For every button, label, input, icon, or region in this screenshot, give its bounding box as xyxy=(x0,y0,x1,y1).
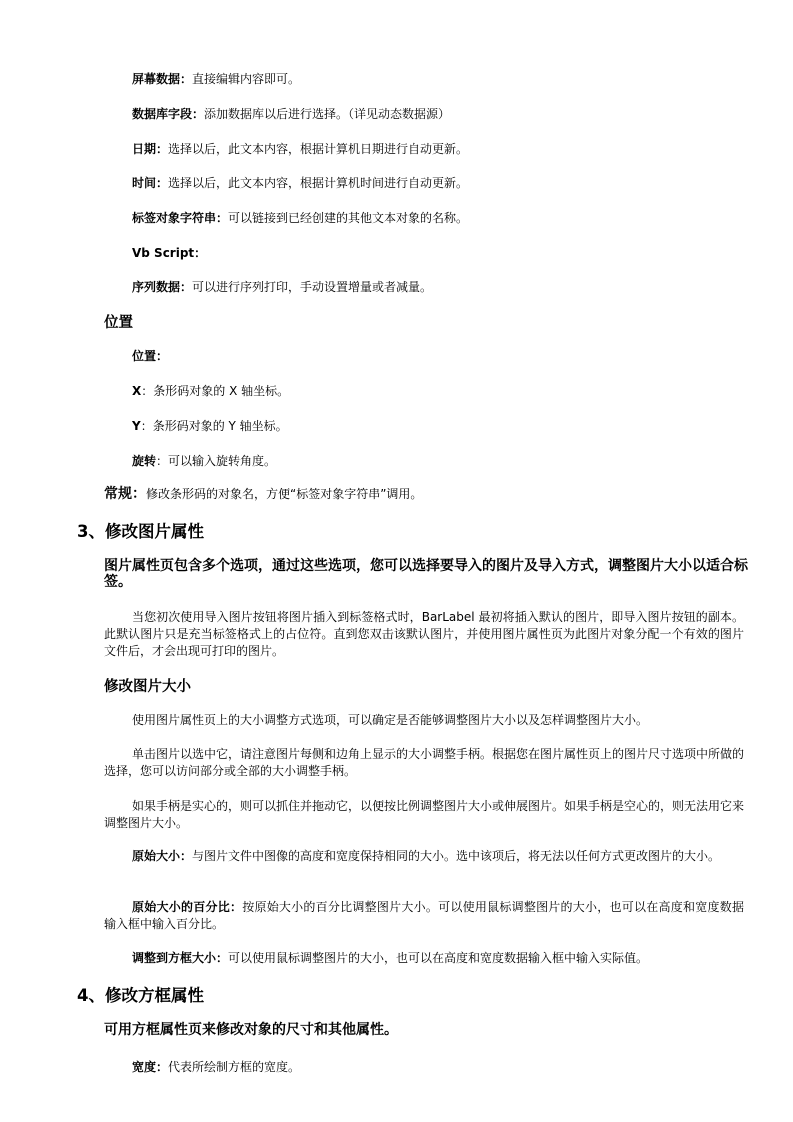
field-date xyxy=(132,141,468,157)
option-original-size xyxy=(104,848,744,865)
position-label xyxy=(132,348,168,364)
option-label: 原始大小的百分比： xyxy=(132,900,243,914)
option-percent-original xyxy=(104,899,744,933)
option-text: 与图片文件中图像的高度和宽度保持相同的大小。选中该项后，将无法以任何方式更改图片的大小。 xyxy=(192,849,721,863)
width-label: 宽度： xyxy=(132,1060,169,1074)
option-text: 可以使用鼠标调整图片的大小，也可以在高度和宽度数据输入框中输入实际值。 xyxy=(228,951,649,965)
field-text: 选择以后，此文本内容，根据计算机时间进行自动更新。 xyxy=(168,176,469,190)
resize-paragraph-1: 使用图片属性页上的大小调整方式选项，可以确定是否能够调整图片大小以及怎样调整图片大小。 xyxy=(132,713,649,727)
field-text: 直接编辑内容即可。 xyxy=(192,72,301,86)
section-3-lead: 图片属性页包含多个选项，通过这些选项，您可以选择要导入的图片及导入方式，调整图片大小以适合标签。 xyxy=(104,558,748,590)
general-text: 修改条形码的对象名，方便“标签对象字符串”调用。 xyxy=(146,487,423,501)
field-label: 数据库字段： xyxy=(132,107,205,121)
position-rotation xyxy=(132,453,276,469)
box-width xyxy=(132,1059,300,1075)
item-text: ：条形码对象的 Y 轴坐标。 xyxy=(140,419,288,433)
option-label: 调整到方框大小： xyxy=(132,951,229,965)
general-line xyxy=(104,486,422,502)
section-4-title: 4、修改方框属性 xyxy=(77,986,204,1005)
field-text: 选择以后，此文本内容，根据计算机日期进行自动更新。 xyxy=(168,142,469,156)
field-time xyxy=(132,175,468,191)
general-label: 常规： xyxy=(104,486,146,502)
position-y xyxy=(132,418,288,434)
resize-heading: 修改图片大小 xyxy=(104,679,191,695)
field-label: 时间： xyxy=(132,176,169,190)
resize-paragraph-3: 如果手柄是实心的，则可以抓住并拖动它，以便按比例调整图片大小或伸展图片。如果手柄是空心的，则无法用它来调整图片大小。 xyxy=(104,799,745,830)
field-label: 标签对象字符串： xyxy=(132,211,229,225)
item-label: 旋转 xyxy=(132,454,157,468)
field-database xyxy=(132,106,450,122)
field-text: 可以链接到已经创建的其他文本对象的名称。 xyxy=(228,211,469,225)
field-label: 序列数据： xyxy=(132,280,193,294)
item-label: Y xyxy=(132,419,141,433)
option-label: 原始大小： xyxy=(132,849,193,863)
field-screen-data xyxy=(132,71,300,87)
field-vbscript xyxy=(132,245,206,261)
section-3-title: 3、修改图片属性 xyxy=(77,522,204,541)
position-heading: 位置 xyxy=(104,315,133,331)
field-label: 屏幕数据： xyxy=(132,72,193,86)
position-x xyxy=(132,383,289,399)
option-text: 按原始大小的百分比调整图片大小。可以使用鼠标调整图片的大小，也可以在高度和宽度数据输入框中输入百分比。 xyxy=(104,900,744,931)
field-text: 可以进行序列打印，手动设置增量或者减量。 xyxy=(192,280,433,294)
option-fit-to-box xyxy=(104,950,744,967)
item-text: ：可以输入旋转角度。 xyxy=(156,454,277,468)
field-label-object-string xyxy=(132,210,468,226)
resize-paragraph-2: 单击图片以选中它，请注意图片每侧和边角上显示的大小调整手柄。根据您在图片属性页上的图片尺寸选项中所做的选择，您可以访问部分或全部的大小调整手柄。 xyxy=(104,747,745,778)
field-serial-data xyxy=(132,279,432,295)
field-label: Vb Script： xyxy=(132,246,207,260)
item-text: ：条形码对象的 X 轴坐标。 xyxy=(141,384,290,398)
item-label: X xyxy=(132,384,142,398)
width-text: 代表所绘制方框的宽度。 xyxy=(168,1060,301,1074)
field-label: 日期： xyxy=(132,142,169,156)
field-text: 添加数据库以后进行选择。（详见动态数据源） xyxy=(204,107,451,121)
section-4-lead: 可用方框属性页来修改对象的尺寸和其他属性。 xyxy=(104,1022,398,1038)
item-label: 位置： xyxy=(132,349,169,363)
section-3-intro: 当您初次使用导入图片按钮将图片插入到标签格式时，BarLabel 最初将插入默认的图片，即导入图片按钮的副本。此默认图片只是充当标签格式上的占位符。直到您双击该默认图片，并使用图片属性页为此图片对象分配一个有效的图片文件后，才会出现可打印的图片。 xyxy=(104,610,744,658)
